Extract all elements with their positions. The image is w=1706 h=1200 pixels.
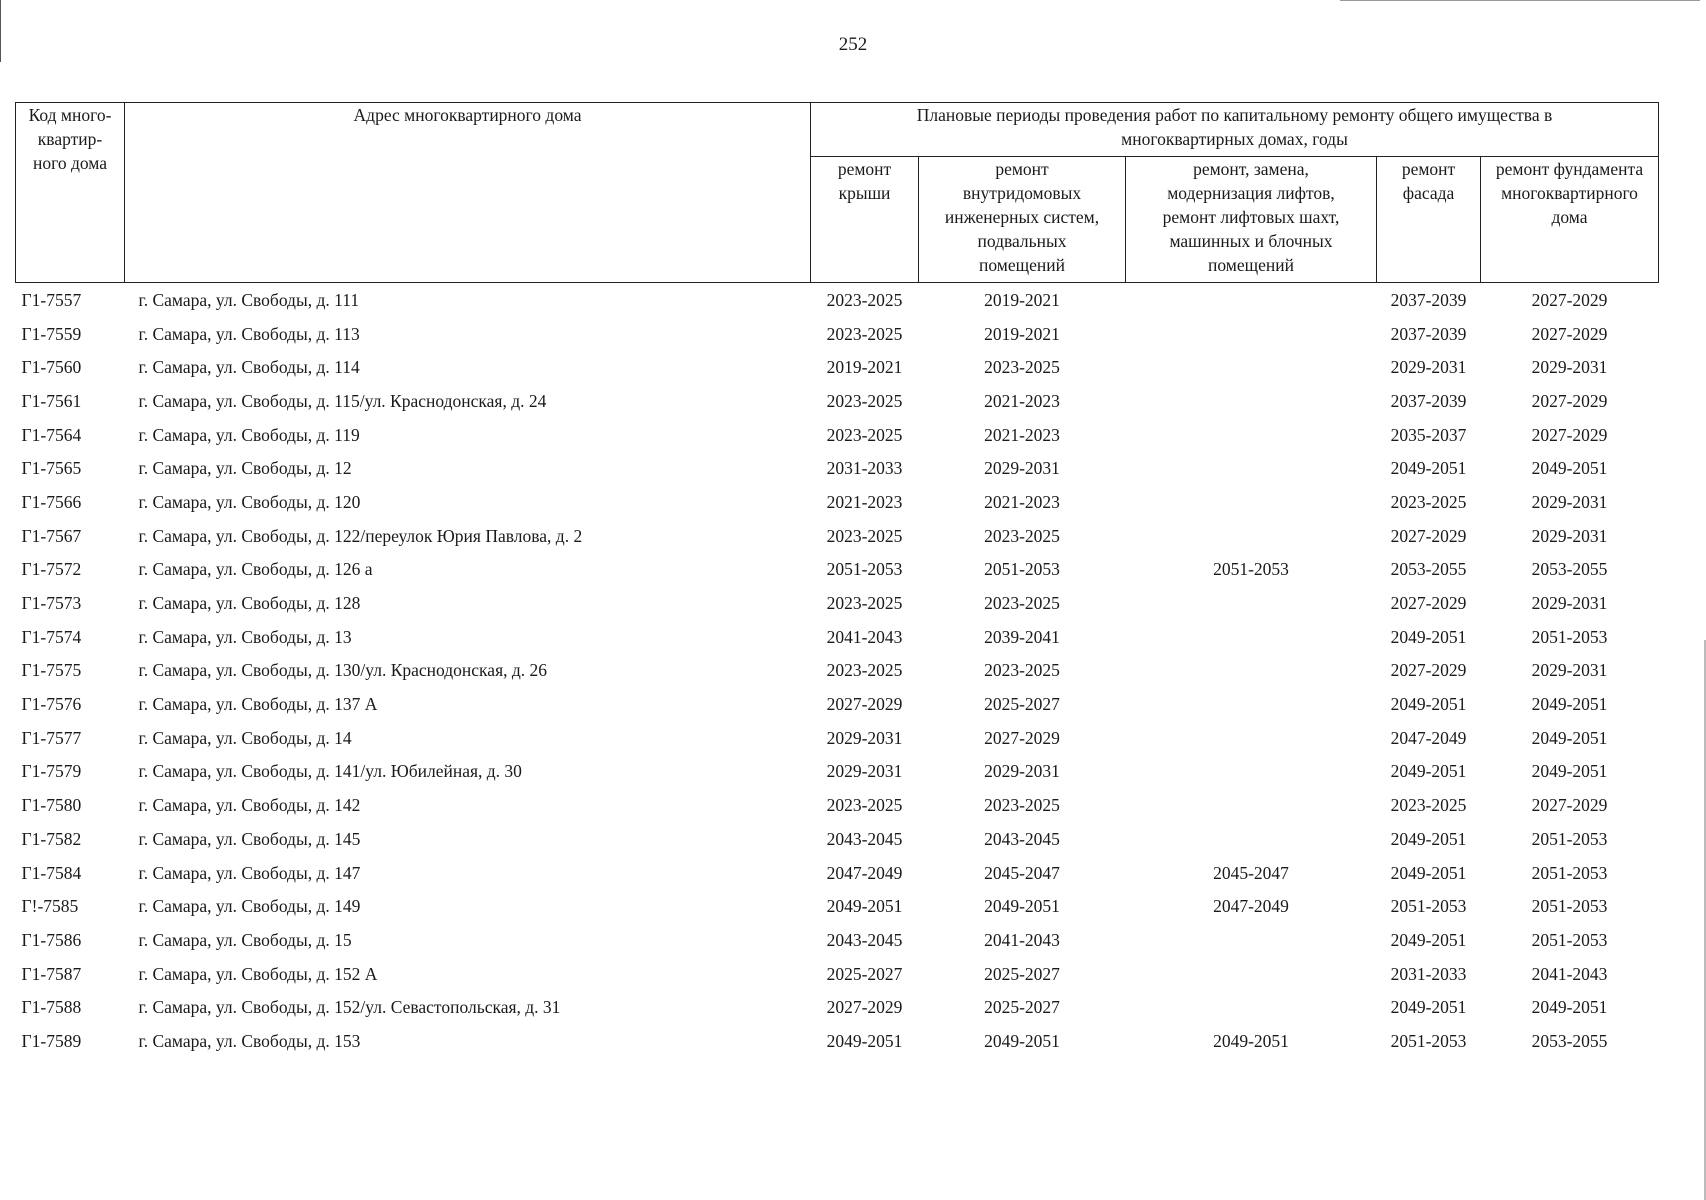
table-row	[16, 856, 1659, 890]
row-roof-period: 2023-2025	[826, 795, 903, 816]
row-roof-period: 2025-2027	[826, 963, 903, 984]
row-address: г. Самара, ул. Свободы, д. 141/ул. Юбилейная, д. 30	[138, 761, 522, 782]
row-foundation-period: 2029-2031	[1531, 593, 1608, 614]
row-lifts-period	[1126, 788, 1377, 822]
row-facade-period: 2023-2025	[1390, 795, 1467, 816]
row-facade-period: 2049-2051	[1390, 997, 1467, 1018]
row-facade-period: 2027-2029	[1390, 525, 1467, 546]
row-lifts-period	[1126, 755, 1377, 789]
row-systems-period: 2045-2047	[984, 862, 1060, 883]
row-facade-period: 2027-2029	[1390, 660, 1467, 681]
row-lifts-period	[1126, 620, 1377, 654]
row-code: Г1-7575	[21, 660, 82, 681]
row-lifts-period	[1126, 485, 1377, 519]
repair-schedule-table	[15, 102, 1659, 1058]
row-systems-period: 2049-2051	[984, 896, 1060, 917]
row-code: Г1-7557	[21, 289, 82, 310]
row-code: Г1-7573	[21, 593, 82, 614]
table-row	[16, 283, 1659, 317]
row-lifts-period: 2049-2051	[1213, 1030, 1289, 1051]
row-code: Г1-7588	[21, 997, 82, 1018]
table-row	[16, 350, 1659, 384]
row-roof-period: 2031-2033	[826, 458, 903, 479]
row-code: Г1-7559	[21, 323, 82, 344]
row-lifts-period	[1126, 687, 1377, 721]
row-foundation-period: 2029-2031	[1531, 491, 1608, 512]
row-foundation-period: 2027-2029	[1531, 323, 1608, 344]
table-row	[16, 451, 1659, 485]
row-code: Г1-7561	[21, 390, 82, 411]
header-foundation: ремонт фундамента многоквартирного дома	[1481, 157, 1659, 283]
table-row	[16, 485, 1659, 519]
row-foundation-period: 2027-2029	[1531, 390, 1608, 411]
row-roof-period: 2029-2031	[826, 727, 903, 748]
row-lifts-period	[1126, 317, 1377, 351]
row-lifts-period	[1126, 519, 1377, 553]
row-lifts-period: 2051-2053	[1213, 559, 1289, 580]
row-facade-period: 2049-2051	[1390, 929, 1467, 950]
row-address: г. Самара, ул. Свободы, д. 115/ул. Краснодонская, д. 24	[138, 390, 547, 411]
row-facade-period: 2031-2033	[1390, 963, 1467, 984]
row-facade-period: 2049-2051	[1390, 626, 1467, 647]
table-row	[16, 654, 1659, 688]
row-lifts-period	[1126, 990, 1377, 1024]
row-roof-period: 2021-2023	[826, 491, 903, 512]
row-address: г. Самара, ул. Свободы, д. 128	[138, 593, 361, 614]
row-facade-period: 2049-2051	[1390, 694, 1467, 715]
row-foundation-period: 2029-2031	[1531, 525, 1608, 546]
row-facade-period: 2051-2053	[1390, 896, 1467, 917]
row-address: г. Самара, ул. Свободы, д. 113	[138, 323, 360, 344]
row-lifts-period	[1126, 586, 1377, 620]
row-foundation-period: 2051-2053	[1531, 896, 1608, 917]
row-foundation-period: 2051-2053	[1531, 862, 1608, 883]
row-roof-period: 2051-2053	[826, 559, 903, 580]
header-group: Плановые периоды проведения работ по капитальному ремонту общего имущества в многоквартирных домах, годы	[811, 103, 1659, 157]
table-row	[16, 923, 1659, 957]
table-row	[16, 990, 1659, 1024]
row-roof-period: 2049-2051	[826, 1030, 903, 1051]
row-code: Г1-7566	[21, 491, 82, 512]
row-address: г. Самара, ул. Свободы, д. 142	[138, 795, 361, 816]
row-roof-period: 2043-2045	[826, 828, 903, 849]
row-roof-period: 2023-2025	[826, 424, 903, 445]
row-foundation-period: 2049-2051	[1531, 727, 1608, 748]
row-facade-period: 2053-2055	[1390, 559, 1467, 580]
row-code: Г1-7564	[21, 424, 82, 445]
row-foundation-period: 2041-2043	[1531, 963, 1608, 984]
row-roof-period: 2023-2025	[826, 289, 903, 310]
row-foundation-period: 2049-2051	[1531, 761, 1608, 782]
row-roof-period: 2027-2029	[826, 997, 903, 1018]
table-row	[16, 1024, 1659, 1058]
row-foundation-period: 2051-2053	[1531, 828, 1608, 849]
row-facade-period: 2037-2039	[1390, 390, 1467, 411]
table-row	[16, 586, 1659, 620]
row-address: г. Самара, ул. Свободы, д. 14	[138, 727, 352, 748]
row-systems-period: 2023-2025	[984, 357, 1060, 378]
table-body	[16, 283, 1659, 1058]
row-foundation-period: 2029-2031	[1531, 357, 1608, 378]
row-lifts-period: 2047-2049	[1213, 896, 1289, 917]
row-lifts-period	[1126, 721, 1377, 755]
row-roof-period: 2023-2025	[826, 525, 903, 546]
row-facade-period: 2047-2049	[1390, 727, 1467, 748]
row-foundation-period: 2027-2029	[1531, 795, 1608, 816]
row-address: г. Самара, ул. Свободы, д. 152 А	[138, 963, 378, 984]
table-row	[16, 418, 1659, 452]
row-systems-period: 2019-2021	[984, 289, 1060, 310]
row-address: г. Самара, ул. Свободы, д. 130/ул. Краснодонская, д. 26	[138, 660, 548, 681]
header-code: Код много- квартир- ного дома	[16, 103, 125, 283]
row-systems-period: 2041-2043	[984, 929, 1060, 950]
row-facade-period: 2037-2039	[1390, 289, 1467, 310]
row-code: Г1-7574	[21, 626, 82, 647]
row-lifts-period	[1126, 384, 1377, 418]
row-address: г. Самара, ул. Свободы, д. 12	[138, 458, 352, 479]
row-roof-period: 2023-2025	[826, 390, 903, 411]
row-foundation-period: 2051-2053	[1531, 626, 1608, 647]
header-facade: ремонт фасада	[1377, 157, 1481, 283]
row-systems-period: 2029-2031	[984, 458, 1060, 479]
row-systems-period: 2021-2023	[984, 390, 1060, 411]
row-address: г. Самара, ул. Свободы, д. 120	[138, 491, 361, 512]
header-systems: ремонт внутридомовых инженерных систем, подвальных помещений	[919, 157, 1126, 283]
table-row	[16, 553, 1659, 587]
row-facade-period: 2035-2037	[1390, 424, 1467, 445]
row-systems-period: 2023-2025	[984, 525, 1060, 546]
row-roof-period: 2027-2029	[826, 694, 903, 715]
table-header	[16, 103, 1659, 283]
row-systems-period: 2043-2045	[984, 828, 1060, 849]
row-systems-period: 2029-2031	[984, 761, 1060, 782]
table-row	[16, 687, 1659, 721]
row-foundation-period: 2029-2031	[1531, 660, 1608, 681]
row-lifts-period	[1126, 822, 1377, 856]
row-roof-period: 2029-2031	[826, 761, 903, 782]
row-address: г. Самара, ул. Свободы, д. 119	[138, 424, 360, 445]
row-facade-period: 2027-2029	[1390, 593, 1467, 614]
table-row	[16, 755, 1659, 789]
table-row	[16, 788, 1659, 822]
row-systems-period: 2027-2029	[984, 727, 1060, 748]
row-systems-period: 2023-2025	[984, 660, 1060, 681]
row-code: Г1-7560	[21, 357, 82, 378]
row-systems-period: 2025-2027	[984, 997, 1060, 1018]
row-code: Г1-7572	[21, 559, 82, 580]
row-lifts-period	[1126, 923, 1377, 957]
row-address: г. Самара, ул. Свободы, д. 111	[138, 289, 360, 310]
row-roof-period: 2023-2025	[826, 593, 903, 614]
row-facade-period: 2023-2025	[1390, 491, 1467, 512]
row-foundation-period: 2053-2055	[1531, 1030, 1608, 1051]
table-row	[16, 620, 1659, 654]
table-row	[16, 317, 1659, 351]
row-code: Г1-7580	[21, 795, 82, 816]
row-systems-period: 2025-2027	[984, 694, 1060, 715]
row-systems-period: 2039-2041	[984, 626, 1060, 647]
row-facade-period: 2049-2051	[1390, 828, 1467, 849]
row-address: г. Самара, ул. Свободы, д. 152/ул. Севастопольская, д. 31	[138, 997, 561, 1018]
row-address: г. Самара, ул. Свободы, д. 147	[138, 862, 361, 883]
row-roof-period: 2023-2025	[826, 660, 903, 681]
table-row	[16, 519, 1659, 553]
row-facade-period: 2029-2031	[1390, 357, 1467, 378]
row-roof-period: 2047-2049	[826, 862, 903, 883]
row-roof-period: 2041-2043	[826, 626, 903, 647]
header-roof: ремонт крыши	[811, 157, 919, 283]
row-systems-period: 2021-2023	[984, 491, 1060, 512]
row-address: г. Самара, ул. Свободы, д. 153	[138, 1030, 361, 1051]
row-lifts-period	[1126, 957, 1377, 991]
row-lifts-period	[1126, 654, 1377, 688]
row-systems-period: 2051-2053	[984, 559, 1060, 580]
row-code: Г1-7576	[21, 694, 82, 715]
table-row	[16, 721, 1659, 755]
row-roof-period: 2043-2045	[826, 929, 903, 950]
row-systems-period: 2019-2021	[984, 323, 1060, 344]
row-code: Г1-7587	[21, 963, 82, 984]
row-address: г. Самара, ул. Свободы, д. 149	[138, 896, 361, 917]
row-systems-period: 2023-2025	[984, 795, 1060, 816]
row-facade-period: 2049-2051	[1390, 458, 1467, 479]
table-row	[16, 384, 1659, 418]
row-lifts-period: 2045-2047	[1213, 862, 1289, 883]
row-code: Г1-7577	[21, 727, 82, 748]
header-lifts: ремонт, замена, модернизация лифтов, ремонт лифтовых шахт, машинных и блочных помещений	[1126, 157, 1377, 283]
row-foundation-period: 2027-2029	[1531, 424, 1608, 445]
row-systems-period: 2021-2023	[984, 424, 1060, 445]
row-code: Г1-7565	[21, 458, 82, 479]
row-roof-period: 2049-2051	[826, 896, 903, 917]
row-systems-period: 2025-2027	[984, 963, 1060, 984]
row-address: г. Самара, ул. Свободы, д. 13	[138, 626, 352, 647]
row-foundation-period: 2053-2055	[1531, 559, 1608, 580]
table-row	[16, 822, 1659, 856]
row-address: г. Самара, ул. Свободы, д. 145	[138, 828, 361, 849]
row-facade-period: 2051-2053	[1390, 1030, 1467, 1051]
row-systems-period: 2023-2025	[984, 593, 1060, 614]
row-facade-period: 2049-2051	[1390, 862, 1467, 883]
header-address: Адрес многоквартирного дома	[125, 103, 811, 283]
row-address: г. Самара, ул. Свободы, д. 122/переулок Юрия Павлова, д. 2	[138, 525, 583, 546]
row-lifts-period	[1126, 451, 1377, 485]
row-lifts-period	[1126, 283, 1377, 317]
row-lifts-period	[1126, 418, 1377, 452]
row-roof-period: 2019-2021	[826, 357, 903, 378]
row-foundation-period: 2049-2051	[1531, 997, 1608, 1018]
row-code: Г1-7579	[21, 761, 82, 782]
table-row	[16, 889, 1659, 923]
row-systems-period: 2049-2051	[984, 1030, 1060, 1051]
row-code: Г1-7584	[21, 862, 82, 883]
row-lifts-period	[1126, 350, 1377, 384]
row-code: Г1-7586	[21, 929, 82, 950]
row-code: Г1-7589	[21, 1030, 82, 1051]
row-facade-period: 2049-2051	[1390, 761, 1467, 782]
row-address: г. Самара, ул. Свободы, д. 15	[138, 929, 352, 950]
row-facade-period: 2037-2039	[1390, 323, 1467, 344]
row-foundation-period: 2027-2029	[1531, 289, 1608, 310]
row-address: г. Самара, ул. Свободы, д. 137 А	[138, 694, 378, 715]
row-foundation-period: 2049-2051	[1531, 458, 1608, 479]
row-address: г. Самара, ул. Свободы, д. 114	[138, 357, 360, 378]
row-code: Г1-7582	[21, 828, 82, 849]
row-address: г. Самара, ул. Свободы, д. 126 а	[138, 559, 373, 580]
row-code: Г!-7585	[21, 896, 79, 917]
scan-edge-top	[1340, 0, 1700, 1]
row-foundation-period: 2049-2051	[1531, 694, 1608, 715]
row-foundation-period: 2051-2053	[1531, 929, 1608, 950]
table-row	[16, 957, 1659, 991]
page-number: 252	[838, 34, 868, 55]
row-roof-period: 2023-2025	[826, 323, 903, 344]
row-code: Г1-7567	[21, 525, 82, 546]
